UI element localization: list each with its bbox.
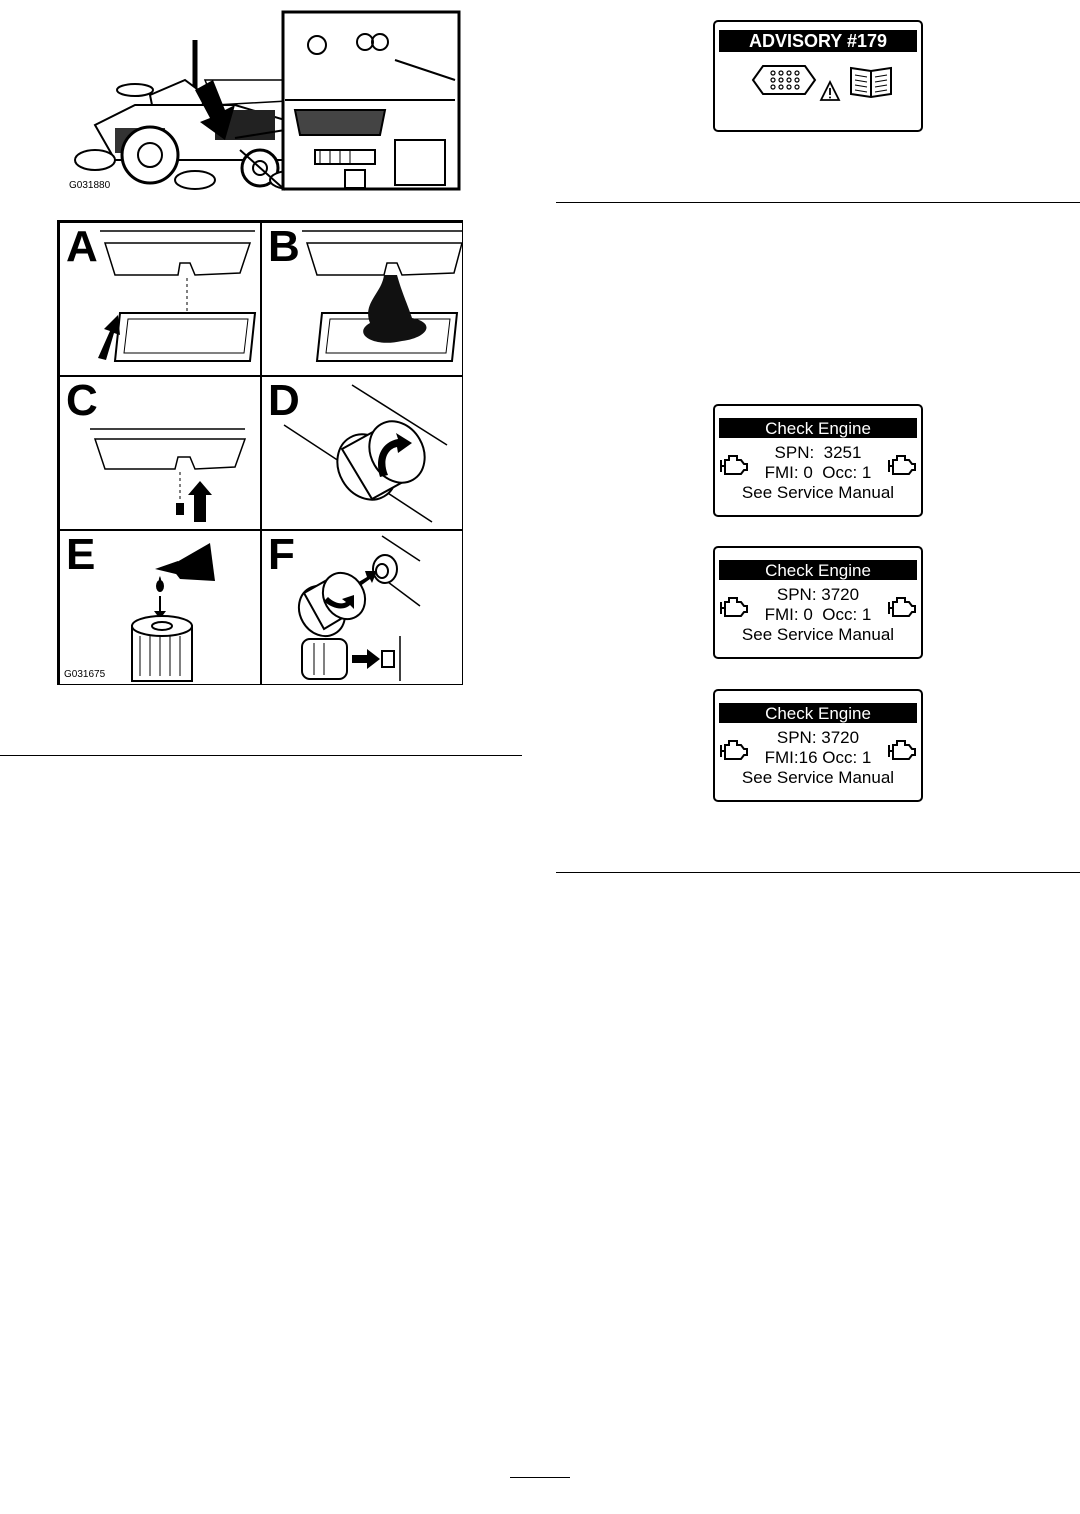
step-letter: C bbox=[66, 376, 98, 425]
manual-book-icon bbox=[851, 68, 891, 97]
mower-figure bbox=[55, 10, 465, 195]
step-c-panel bbox=[59, 376, 261, 530]
fmi-occurrence: FMI:16 Occ: 1 bbox=[764, 748, 872, 767]
advisory-display bbox=[713, 20, 923, 132]
advisory-icons bbox=[749, 58, 899, 106]
engine-icon bbox=[887, 737, 917, 763]
step-b-panel bbox=[261, 222, 463, 376]
figure-code: G031675 bbox=[64, 669, 106, 680]
step-a-panel bbox=[59, 222, 261, 376]
mower-illustration bbox=[55, 10, 465, 195]
step-letter: F bbox=[268, 530, 295, 579]
engine-icon bbox=[719, 594, 749, 620]
dpf-filter-icon bbox=[753, 66, 815, 94]
fmi-occurrence: FMI: 0 Occ: 1 bbox=[764, 605, 872, 624]
check-engine-title: Check Engine bbox=[719, 560, 917, 580]
spn-code: SPN: 3720 bbox=[776, 585, 860, 604]
engine-icon bbox=[719, 452, 749, 478]
advisory-title: ADVISORY #179 bbox=[719, 30, 917, 52]
section-divider bbox=[556, 872, 1080, 873]
check-engine-title: Check Engine bbox=[719, 703, 917, 723]
check-engine-display bbox=[713, 689, 923, 802]
step-letter: E bbox=[66, 530, 96, 579]
spn-code: SPN: 3720 bbox=[776, 728, 860, 747]
oil-change-steps-figure bbox=[57, 220, 463, 685]
check-engine-display bbox=[713, 404, 923, 517]
service-manual-note: See Service Manual bbox=[741, 768, 895, 787]
fmi-occurrence: FMI: 0 Occ: 1 bbox=[764, 463, 872, 482]
step-letter: A bbox=[66, 222, 98, 271]
warning-triangle-icon bbox=[821, 82, 839, 100]
engine-icon bbox=[887, 452, 917, 478]
page-number-rule bbox=[510, 1477, 570, 1478]
check-engine-display bbox=[713, 546, 923, 659]
check-engine-title: Check Engine bbox=[719, 418, 917, 438]
step-f-panel bbox=[261, 530, 463, 685]
step-e-panel bbox=[59, 530, 261, 685]
step-letter: B bbox=[268, 222, 300, 271]
section-divider bbox=[556, 202, 1080, 203]
engine-icon bbox=[887, 594, 917, 620]
spn-code: SPN: 3251 bbox=[774, 443, 862, 462]
service-manual-note: See Service Manual bbox=[741, 483, 895, 502]
engine-icon bbox=[719, 737, 749, 763]
service-manual-note: See Service Manual bbox=[741, 625, 895, 644]
step-d-panel bbox=[261, 376, 463, 530]
figure-code: G031880 bbox=[69, 180, 111, 191]
step-letter: D bbox=[268, 376, 300, 425]
section-divider bbox=[0, 755, 522, 756]
